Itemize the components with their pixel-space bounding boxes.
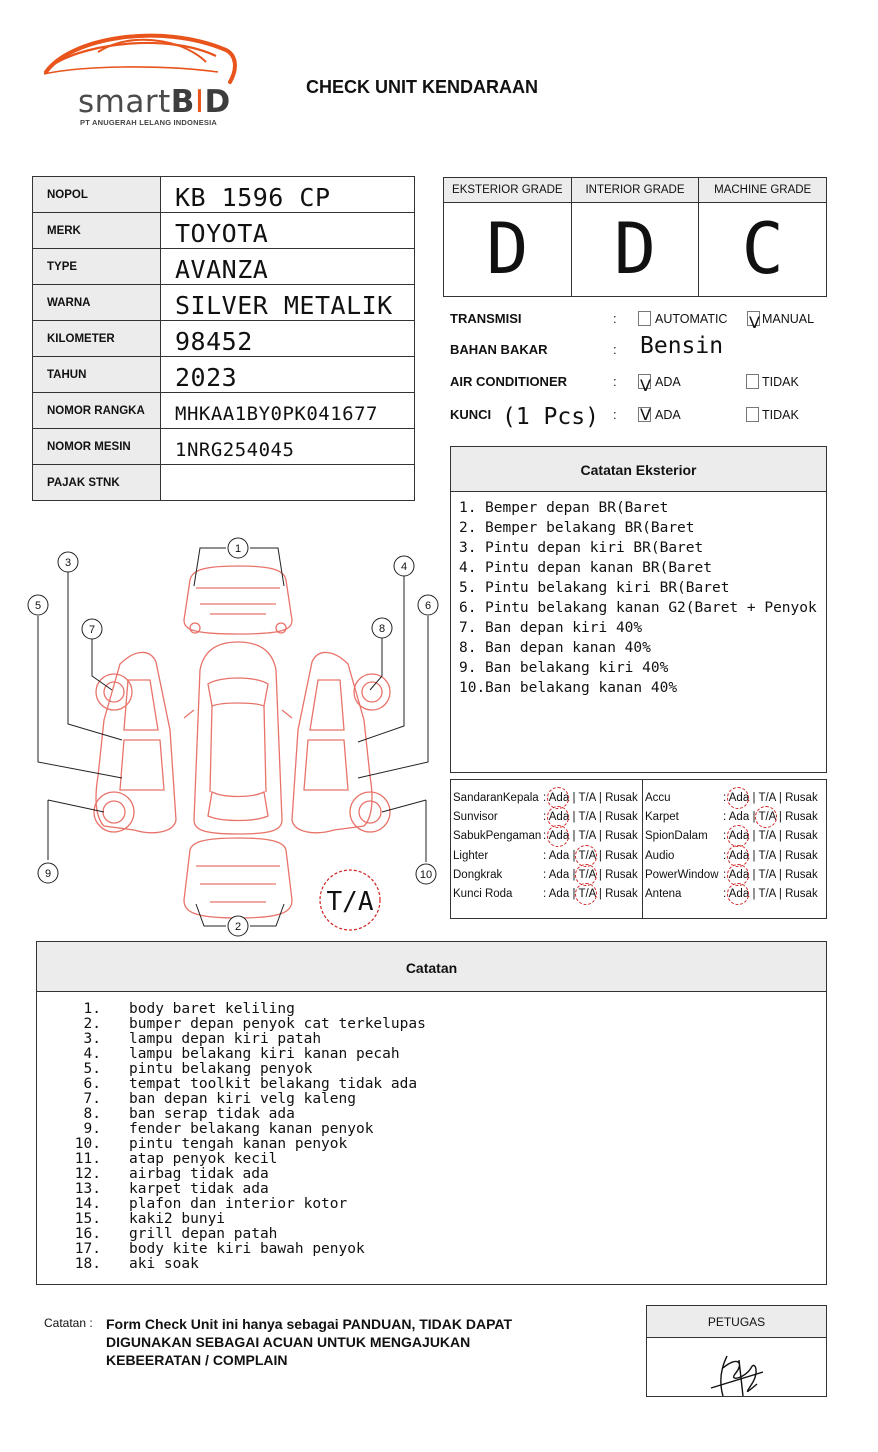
item-text: karpet tidak ada	[129, 1181, 269, 1197]
opt-rusak[interactable]: Rusak	[605, 792, 638, 804]
item-text: Ban belakang kanan 40%	[485, 680, 678, 696]
opt-ada[interactable]: Ada	[548, 792, 570, 804]
item-number: 4.	[83, 1046, 101, 1062]
opt-ada[interactable]: Ada	[728, 849, 750, 862]
item-text: Bemper belakang BR(Baret	[485, 520, 695, 536]
notes-box	[36, 941, 827, 1285]
item-number: 6.	[83, 1076, 101, 1092]
list-item	[65, 1107, 826, 1122]
opt-rusak[interactable]: Rusak	[785, 811, 818, 824]
diagram-callout-label: 1	[234, 543, 242, 555]
list-item	[65, 1167, 826, 1182]
item-number: 1.	[459, 500, 477, 516]
vehicle-row	[33, 357, 415, 393]
opt-rusak[interactable]: Rusak	[605, 830, 638, 843]
separator: |	[752, 830, 756, 843]
opt-rusak[interactable]: Rusak	[785, 792, 818, 804]
list-item	[459, 618, 826, 638]
kunci-label: KUNCI	[450, 407, 492, 422]
grade-label: EKSTERIOR GRADE	[444, 178, 571, 203]
manual-check-mark: V	[749, 313, 760, 332]
vehicle-field-label: MERK	[33, 213, 161, 249]
item-number: 10.	[74, 1136, 101, 1152]
grade-value: D	[486, 208, 529, 290]
item-number: 18.	[74, 1256, 101, 1272]
item-number: 14.	[74, 1196, 101, 1212]
opt-rusak[interactable]: Rusak	[785, 830, 818, 843]
item-text: tempat toolkit belakang tidak ada	[129, 1076, 418, 1092]
item-text: Pintu depan kanan BR(Baret	[485, 560, 712, 576]
interior-item-options: : Ada | T/A | Rusak	[543, 830, 638, 843]
opt-rusak[interactable]: Rusak	[785, 868, 818, 881]
interior-item-name: Karpet	[645, 811, 679, 824]
item-number: 2.	[83, 1016, 101, 1032]
vehicle-row	[33, 393, 415, 429]
item-number: 3.	[83, 1031, 101, 1047]
item-text: Ban depan kanan 40%	[485, 640, 651, 656]
diagram-callout-label: 4	[400, 561, 408, 573]
vehicle-row	[33, 429, 415, 465]
interior-item-options: : Ada | T/A | Rusak	[723, 792, 818, 804]
interior-item-name: SandaranKepala	[453, 792, 539, 804]
selected-status-circle	[727, 883, 749, 905]
list-item	[65, 1212, 826, 1227]
separator: |	[572, 811, 576, 824]
list-item	[459, 658, 826, 678]
ac-label: AIR CONDITIONER	[450, 374, 567, 389]
interior-item-options: : Ada | T/A | Rusak	[723, 888, 818, 900]
exterior-notes-list	[451, 492, 826, 698]
vehicle-row	[33, 321, 415, 357]
item-text: body baret keliling	[129, 1001, 295, 1017]
separator: |	[778, 792, 782, 804]
colon: :	[613, 311, 617, 326]
opt-ta[interactable]: T/A	[578, 792, 596, 804]
item-number: 5.	[459, 580, 477, 596]
item-number: 16.	[74, 1226, 101, 1242]
item-text: grill depan patah	[129, 1226, 278, 1242]
opt-ta[interactable]: T/A	[578, 868, 596, 881]
list-item	[65, 1002, 826, 1017]
kunci-qty: (1 Pcs)	[502, 404, 599, 430]
diagram-callout-label: 6	[424, 600, 432, 612]
logo-company: PT ANUGERAH LELANG INDONESIA	[80, 118, 217, 127]
separator: |	[598, 830, 602, 843]
opt-rusak[interactable]: Rusak	[785, 849, 818, 862]
list-item	[459, 518, 826, 538]
item-number: 9.	[459, 660, 477, 676]
item-number: 10.	[459, 680, 486, 696]
item-text: Bemper depan BR(Baret	[485, 500, 669, 516]
grade-value: C	[741, 208, 784, 290]
list-item	[459, 578, 826, 598]
petugas-title: PETUGAS	[647, 1306, 826, 1338]
vehicle-row	[33, 465, 415, 501]
kunci-ada-label: ADA	[655, 408, 681, 422]
item-number: 9.	[83, 1121, 101, 1137]
opt-ada[interactable]: Ada	[548, 849, 570, 862]
interior-items-box	[450, 779, 827, 919]
list-item	[65, 1017, 826, 1032]
interior-item-name: Dongkrak	[453, 868, 503, 881]
manual-label: MANUAL	[762, 312, 815, 326]
diagram-callout-label: 3	[64, 557, 72, 569]
list-item	[65, 1227, 826, 1242]
opt-ada[interactable]: Ada	[548, 830, 570, 843]
interior-item-options: : Ada | T/A | Rusak	[543, 792, 638, 804]
vehicle-field-value: SILVER METALIK	[161, 285, 415, 321]
vehicle-field-label: TAHUN	[33, 357, 161, 393]
list-item	[65, 1047, 826, 1062]
item-text: ban serap tidak ada	[129, 1106, 295, 1122]
machine-grade	[699, 178, 826, 296]
vehicle-field-label: NOMOR RANGKA	[33, 393, 161, 429]
car-damage-diagram	[24, 530, 444, 940]
opt-rusak[interactable]: Rusak	[605, 888, 638, 900]
logo-wordmark: smartBID	[78, 84, 231, 120]
separator: |	[752, 888, 756, 900]
item-text: Pintu depan kiri BR(Baret	[485, 540, 704, 556]
separator: |	[598, 811, 602, 824]
vehicle-row	[33, 213, 415, 249]
item-text: Pintu belakang kiri BR(Baret	[485, 580, 730, 596]
item-number: 6.	[459, 600, 477, 616]
transmisi-label: TRANSMISI	[450, 311, 522, 326]
separator: |	[572, 888, 576, 900]
separator: |	[778, 830, 782, 843]
list-item	[459, 558, 826, 578]
separator: |	[572, 792, 576, 804]
diagram-callout-label: 10	[419, 869, 433, 881]
separator: |	[778, 811, 782, 824]
list-item	[65, 1122, 826, 1137]
automatic-label: AUTOMATIC	[655, 312, 728, 326]
separator: |	[752, 868, 756, 881]
list-item	[459, 678, 826, 698]
signature-icon	[647, 1338, 827, 1398]
vehicle-field-label: NOPOL	[33, 177, 161, 213]
ac-tidak-checkbox[interactable]	[746, 374, 759, 389]
list-item	[459, 498, 826, 518]
separator: |	[778, 868, 782, 881]
item-text: bumper depan penyok cat terkelupas	[129, 1016, 426, 1032]
list-item	[65, 1137, 826, 1152]
separator: |	[752, 811, 756, 824]
list-item	[459, 538, 826, 558]
item-text: atap penyok kecil	[129, 1151, 278, 1167]
list-item	[459, 638, 826, 658]
opt-ta[interactable]: T/A	[758, 888, 776, 900]
vehicle-field-value: MHKAA1BY0PK041677	[161, 393, 415, 429]
interior-item-name: PowerWindow	[645, 868, 719, 881]
interior-item-name: Antena	[645, 888, 682, 900]
interior-item-options: : Ada | T/A | Rusak	[543, 888, 638, 900]
vehicle-row	[33, 285, 415, 321]
exterior-grade	[444, 178, 572, 296]
opt-ada[interactable]: Ada	[728, 792, 750, 804]
separator: |	[598, 868, 602, 881]
page-title: CHECK UNIT KENDARAAN	[306, 77, 538, 97]
interior-item-options: : Ada | T/A | Rusak	[723, 811, 818, 824]
item-text: ban depan kiri velg kaleng	[129, 1091, 356, 1107]
item-number: 4.	[459, 560, 477, 576]
interior-item-options: : Ada | T/A | Rusak	[543, 849, 638, 862]
interior-item-options: : Ada | T/A | Rusak	[723, 849, 818, 862]
smartbid-logo	[40, 28, 250, 128]
selected-status-circle	[575, 883, 597, 905]
column-divider	[642, 780, 643, 918]
list-item	[65, 1077, 826, 1092]
item-text: kaki2 bunyi	[129, 1211, 226, 1227]
separator: |	[572, 849, 576, 862]
grade-label: MACHINE GRADE	[699, 178, 826, 203]
interior-item-name: SabukPengaman	[453, 830, 542, 843]
opt-ada[interactable]: Ada	[728, 888, 750, 900]
opt-ta[interactable]: T/A	[578, 849, 596, 862]
opt-ada[interactable]: Ada	[548, 811, 570, 824]
exterior-notes-title: Catatan Eksterior	[451, 447, 826, 492]
petugas-box	[646, 1305, 827, 1397]
item-text: fender belakang kanan penyok	[129, 1121, 374, 1137]
separator: |	[598, 792, 602, 804]
interior-item-options: : Ada | T/A | Rusak	[723, 868, 818, 881]
vehicle-row	[33, 249, 415, 285]
opt-rusak[interactable]: Rusak	[605, 811, 638, 824]
opt-rusak[interactable]: Rusak	[605, 868, 638, 881]
list-item	[65, 1092, 826, 1107]
opt-rusak[interactable]: Rusak	[785, 888, 818, 900]
item-number: 1.	[83, 1001, 101, 1017]
opt-ada[interactable]: Ada	[728, 811, 750, 824]
interior-item-name: Sunvisor	[453, 811, 498, 824]
colon: :	[613, 342, 617, 357]
interior-grade	[572, 178, 700, 296]
vehicle-field-value: 1NRG254045	[161, 429, 415, 465]
interior-item-name: Accu	[645, 792, 671, 804]
item-text: body kite kiri bawah penyok	[129, 1241, 365, 1257]
separator: |	[572, 830, 576, 843]
vehicle-field-value: AVANZA	[161, 249, 415, 285]
opt-ta[interactable]: T/A	[758, 792, 776, 804]
opt-ada[interactable]: Ada	[548, 868, 570, 881]
exterior-notes-box	[450, 446, 827, 773]
footer-disclaimer: Form Check Unit ini hanya sebagai PANDUAN, TIDAK DAPAT DIGUNAKAN SEBAGAI ACUAN UNTUK MENGAJUKAN KEBEERATAN / COMPLAIN	[106, 1316, 513, 1368]
kunci-ada-check-mark: V	[640, 405, 651, 424]
bahan-bakar-label: BAHAN BAKAR	[450, 342, 548, 357]
automatic-checkbox[interactable]	[638, 311, 651, 326]
item-text: lampu belakang kiri kanan pecah	[129, 1046, 400, 1062]
vehicle-field-label: TYPE	[33, 249, 161, 285]
item-number: 7.	[83, 1091, 101, 1107]
separator: |	[778, 849, 782, 862]
list-item	[65, 1257, 826, 1272]
separator: |	[752, 849, 756, 862]
opt-ta[interactable]: T/A	[758, 868, 776, 881]
notes-list	[37, 992, 826, 1272]
item-number: 3.	[459, 540, 477, 556]
interior-item-name: Kunci Roda	[453, 888, 513, 900]
vehicle-field-label: WARNA	[33, 285, 161, 321]
vehicle-field-value: 2023	[161, 357, 415, 393]
item-number: 2.	[459, 520, 477, 536]
item-number: 13.	[74, 1181, 101, 1197]
item-text: airbag tidak ada	[129, 1166, 269, 1182]
opt-ada[interactable]: Ada	[728, 868, 750, 881]
vehicle-info-table	[32, 176, 415, 501]
list-item	[65, 1242, 826, 1257]
interior-item-name: SpionDalam	[645, 830, 708, 843]
vehicle-field-label: KILOMETER	[33, 321, 161, 357]
item-number: 11.	[74, 1151, 101, 1167]
diagram-callout-label: 2	[234, 921, 242, 933]
opt-ta[interactable]: T/A	[578, 830, 596, 843]
ac-tidak-label: TIDAK	[762, 375, 799, 389]
interior-item-options: : Ada | T/A | Rusak	[543, 868, 638, 881]
opt-rusak[interactable]: Rusak	[605, 849, 638, 862]
selected-status-circle	[547, 825, 569, 847]
car-outline-icon	[24, 530, 444, 940]
vehicle-field-value: 98452	[161, 321, 415, 357]
colon: :	[613, 374, 617, 389]
ta-stamp: T/A	[326, 887, 374, 917]
opt-ta[interactable]: T/A	[758, 849, 776, 862]
notes-title: Catatan	[37, 942, 826, 992]
separator: |	[778, 888, 782, 900]
separator: |	[572, 868, 576, 881]
list-item	[65, 1182, 826, 1197]
grade-value: D	[613, 208, 657, 290]
item-text: aki soak	[129, 1256, 199, 1272]
list-item	[65, 1197, 826, 1212]
vehicle-field-value: KB 1596 CP	[161, 177, 415, 213]
vehicle-row	[33, 177, 415, 213]
kunci-tidak-label: TIDAK	[762, 408, 799, 422]
selected-status-circle	[727, 787, 749, 809]
kunci-tidak-checkbox[interactable]	[746, 407, 759, 422]
item-number: 8.	[83, 1106, 101, 1122]
opt-ada[interactable]: Ada	[728, 830, 750, 843]
diagram-callout-label: 8	[378, 623, 386, 635]
diagram-callout-label: 7	[88, 624, 96, 636]
opt-ta[interactable]: T/A	[578, 888, 596, 900]
opt-ta[interactable]: T/A	[578, 811, 596, 824]
item-number: 8.	[459, 640, 477, 656]
item-text: lampu depan kiri patah	[129, 1031, 322, 1047]
vehicle-field-label: PAJAK STNK	[33, 465, 161, 501]
item-text: Ban depan kiri 40%	[485, 620, 643, 636]
interior-item-options: : Ada | T/A | Rusak	[543, 811, 638, 824]
interior-item-name: Lighter	[453, 849, 489, 862]
item-text: pintu belakang penyok	[129, 1061, 313, 1077]
diagram-callout-label: 5	[34, 600, 42, 612]
interior-item-options: : Ada | T/A | Rusak	[723, 830, 818, 843]
item-number: 12.	[74, 1166, 101, 1182]
item-text: Pintu belakang kanan G2(Baret + Penyok	[485, 600, 817, 616]
ac-ada-check-mark: V	[640, 376, 651, 395]
separator: |	[752, 792, 756, 804]
list-item	[65, 1062, 826, 1077]
vehicle-field-value	[161, 465, 415, 501]
item-number: 7.	[459, 620, 477, 636]
item-number: 17.	[74, 1241, 101, 1257]
separator: |	[598, 888, 602, 900]
diagram-callout-label: 9	[44, 868, 52, 880]
list-item	[65, 1152, 826, 1167]
opt-ada[interactable]: Ada	[548, 888, 570, 900]
vehicle-field-label: NOMOR MESIN	[33, 429, 161, 465]
item-number: 15.	[74, 1211, 101, 1227]
separator: |	[598, 849, 602, 862]
bahan-bakar-value: Bensin	[640, 333, 724, 359]
list-item	[65, 1032, 826, 1047]
item-text: pintu tengah kanan penyok	[129, 1136, 348, 1152]
interior-item-name: Audio	[645, 849, 675, 862]
selected-status-circle	[755, 806, 777, 828]
list-item	[459, 598, 826, 618]
ac-ada-label: ADA	[655, 375, 681, 389]
item-text: Ban belakang kiri 40%	[485, 660, 669, 676]
colon: :	[613, 407, 617, 422]
item-number: 5.	[83, 1061, 101, 1077]
opt-ta[interactable]: T/A	[758, 811, 776, 824]
item-text: plafon dan interior kotor	[129, 1196, 348, 1212]
footer-label: Catatan :	[44, 1316, 93, 1330]
grade-label: INTERIOR GRADE	[572, 178, 699, 203]
grades-box	[443, 177, 827, 297]
opt-ta[interactable]: T/A	[758, 830, 776, 843]
vehicle-field-value: TOYOTA	[161, 213, 415, 249]
